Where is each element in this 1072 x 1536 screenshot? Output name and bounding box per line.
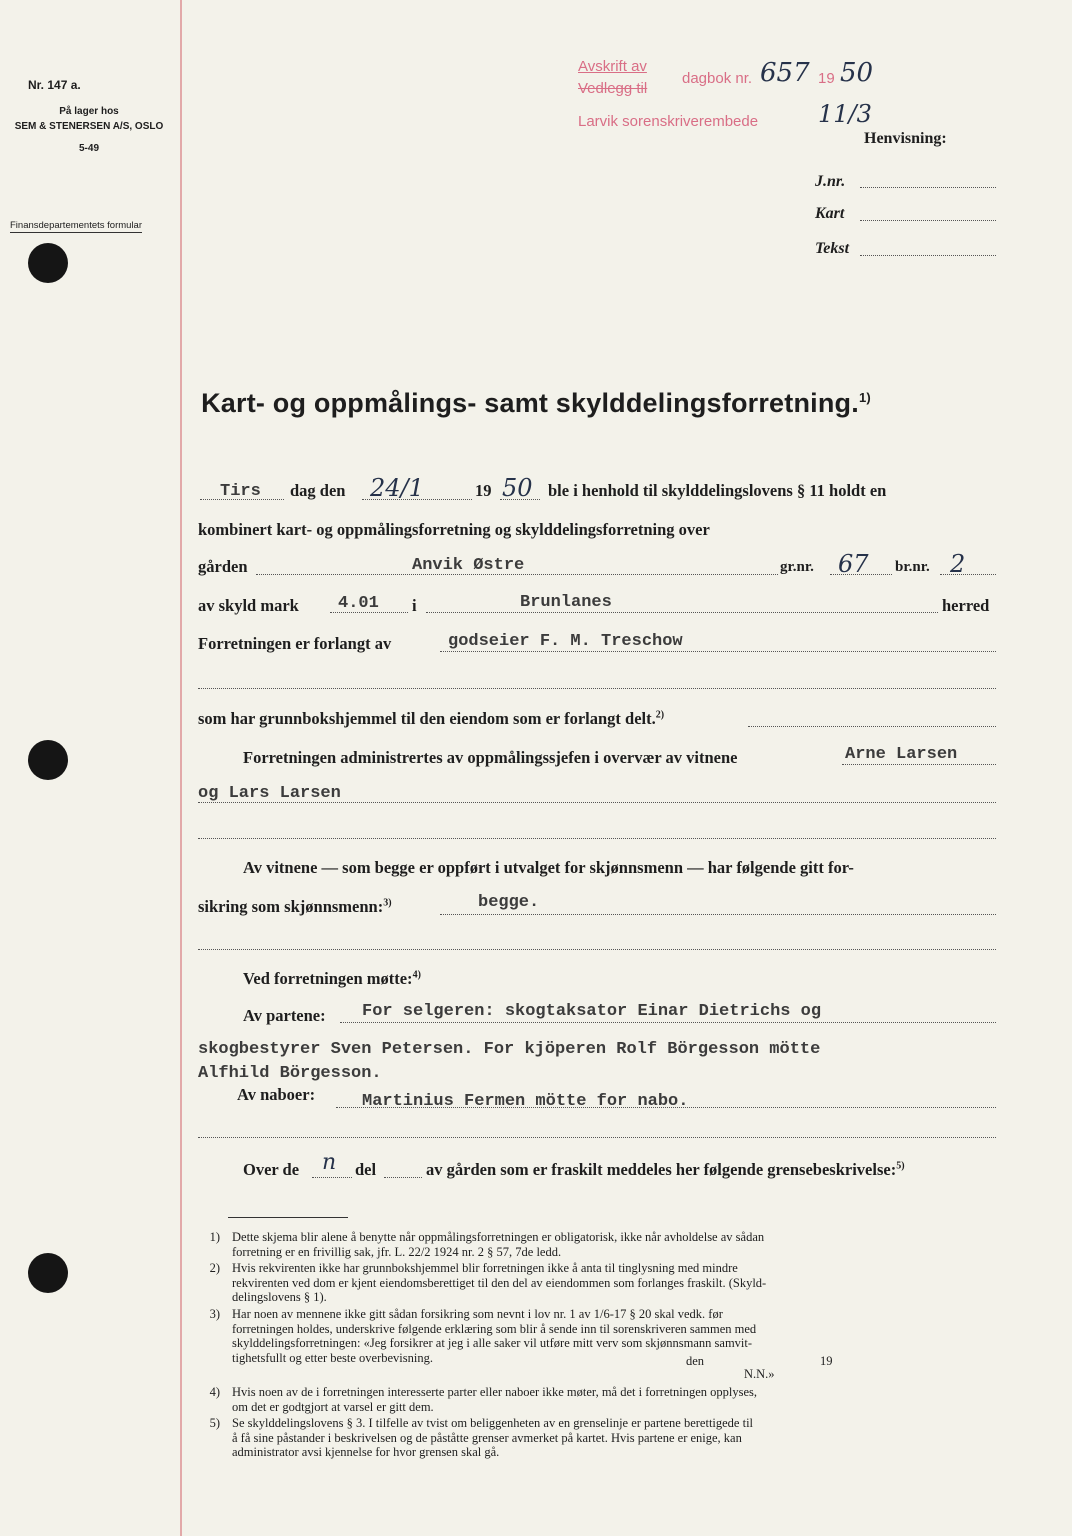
garden-value: Anvik Østre [412, 556, 525, 575]
blank-line [198, 688, 996, 689]
footnote-signature: N.N.» [744, 1367, 775, 1381]
motte-label: Ved forretningen møtte:$^{4)}$ [243, 969, 421, 988]
kart-field [860, 220, 996, 221]
forlangt-value: godseier F. M. Treschow [448, 632, 683, 651]
brnr-value: 2 [950, 550, 966, 578]
blank-line [198, 1137, 996, 1138]
stamp-date: 11/3 [818, 100, 872, 128]
document-title: Kart- og oppmålings- samt skylddelingsforretning.$^{1)}$ [201, 388, 871, 418]
grnr-value: 67 [838, 550, 869, 578]
ministry-label: Finansdepartementets formular [10, 220, 143, 231]
dag-den-label: dag den [290, 481, 346, 500]
footnote: 5) Se skylddelingslovens § 3. I tilfelle av tvist om beliggenheten av en grenselinje er partene berettigede til å få sine påstander i beskrivelsen og de påståtte grenser avmerket på kartet. Hvis partene er enige, kan administrator avsi kjennelse for hvor grensen skal gå. [209, 1416, 754, 1459]
intro-line2: kombinert kart- og oppmålingsforretning og skylddelingsforretning over [198, 520, 710, 539]
herred-value: Brunlanes [520, 593, 612, 612]
blank-line [198, 949, 996, 950]
stamp-line: Avskrift av [578, 58, 647, 75]
brnr-field [940, 574, 996, 575]
vitner-value: begge. [478, 893, 540, 912]
vitner-line2: sikring som skjønnsmenn:$^{3)}$ [198, 897, 392, 916]
tekst-label: Tekst [815, 240, 850, 257]
jnr-label: J.nr. [815, 173, 846, 190]
footnote: 3) Har noen av mennene ikke gitt sådan forsikring som nevnt i lov nr. 1 av 1/6-17 § 20 skal vedk. før forretningen holdes, underskrive følgende erklæring som blir å sende inn til sorenskriveren sammen med skylddelingsforretningen: «Jeg forsikrer at jeg i alle saker vil utføre mitt verv som skjønnsmann samvit- tighetsfullt og etter beste overbevisning. [209, 1307, 757, 1365]
admin-label: Forretningen administrertes av oppmålingssjefen i overvær av vitnene [243, 748, 738, 767]
stock-line: 5-49 [78, 143, 99, 154]
partene-value: Alfhild Börgesson. [198, 1064, 382, 1083]
grnr-label: gr.nr. [780, 559, 814, 575]
stamp-year: 50 [840, 58, 874, 88]
blank-line [198, 838, 996, 839]
partene-field [340, 1022, 996, 1023]
grnr-field [830, 574, 892, 575]
hjemmel-label: som har grunnbokshjemmel til den eiendom som er forlangt delt.$^{2)}$ [198, 709, 665, 728]
forlangt-label: Forretningen er forlangt av [198, 634, 392, 653]
punch-hole [28, 740, 68, 780]
date-value: 24/1 [370, 474, 424, 502]
stamp-dagbok-label: dagbok nr. [682, 70, 753, 87]
partene-value: skogbestyrer Sven Petersen. For kjöperen Rolf Börgesson mötte [198, 1040, 821, 1059]
weekday-value: Tirs [220, 482, 261, 501]
kart-label: Kart [815, 205, 845, 222]
admin-value: og Lars Larsen [198, 784, 341, 803]
partene-value: For selgeren: skogtaksator Einar Dietrichs og [362, 1002, 822, 1021]
footnote: 1) Dette skjema blir alene å benytte når oppmålingsforretningen er obligatorisk, ikke når avholdelse av sådan forretning er en frivillig sak, jfr. L. 22/2 1924 nr. 2 § 57, 7de ledd. [209, 1230, 765, 1259]
stamp-line: Vedlegg til [578, 80, 648, 97]
grense-label: av gården som er fraskilt meddeles her følgende grensebeskrivelse:$^{5)}$ [426, 1160, 905, 1179]
over-value: n [322, 1150, 337, 1175]
over-field [312, 1177, 352, 1178]
hjemmel-field [748, 726, 996, 727]
naboer-label: Av naboer: [237, 1085, 316, 1104]
over-label: Over de [243, 1160, 300, 1179]
weekday-field [200, 499, 284, 500]
stock-line: På lager hos [59, 106, 119, 117]
tekst-field [860, 255, 996, 256]
stock-line: SEM & STENERSEN A/S, OSLO [14, 121, 164, 132]
stamp-year-prefix: 19 [818, 70, 835, 87]
i-label: i [412, 596, 417, 615]
skyld-value: 4.01 [338, 594, 379, 613]
dagbok-number: 657 [760, 58, 810, 88]
admin-value: Arne Larsen [845, 745, 958, 764]
skyld-field [330, 612, 408, 613]
herred-field [426, 612, 938, 613]
vitner-field [440, 914, 996, 915]
forlangt-field [440, 651, 996, 652]
punch-hole [28, 1253, 68, 1293]
skyld-label: av skyld mark [198, 596, 299, 615]
vitner-line1: Av vitnene — som begge er oppført i utvalget for skjønnsmenn — har følgende gitt for- [243, 858, 854, 877]
footnote: 4) Hvis noen av de i forretningen interesserte parter eller naboer ikke møter, må det i forretningen opplyses, om det er godtgjort at varsel er gitt dem. [209, 1385, 758, 1414]
naboer-value: Martinius Fermen mötte for nabo. [362, 1092, 689, 1111]
reference-heading: Henvisning: [864, 130, 947, 147]
margin-line [180, 0, 182, 1536]
del-label: del [355, 1160, 377, 1179]
year-prefix: 19 [475, 481, 492, 500]
intro-rest: ble i henhold til skylddelingslovens § 11 holdt en [548, 481, 887, 500]
footnote-rule [228, 1217, 348, 1218]
footnote-19: 19 [820, 1354, 833, 1368]
form-number: Nr. 147 a. [28, 78, 81, 92]
garden-label: gården [198, 557, 248, 576]
admin-field [198, 802, 996, 803]
herred-label: herred [942, 596, 990, 615]
punch-hole [28, 243, 68, 283]
year-value: 50 [502, 474, 533, 502]
partene-label: Av partene: [243, 1006, 326, 1025]
admin-field [842, 764, 996, 765]
brnr-label: br.nr. [895, 559, 930, 575]
del-field [384, 1177, 422, 1178]
jnr-field [860, 187, 996, 188]
footnote: 2) Hvis rekvirenten ikke har grunnbokshjemmel blir forretningen ikke å anta til tinglysning med mindre rekvirenten ved dom er kjent eiendomsberettiget til den del av eiendommen som forlanges fraskilt. (Skyld- delingslovens § 1). [209, 1261, 767, 1304]
footnote-den: den [686, 1354, 705, 1368]
naboer-field [336, 1107, 996, 1108]
stamp-line: Larvik sorenskriverembede [578, 113, 759, 130]
year-field [500, 499, 540, 500]
